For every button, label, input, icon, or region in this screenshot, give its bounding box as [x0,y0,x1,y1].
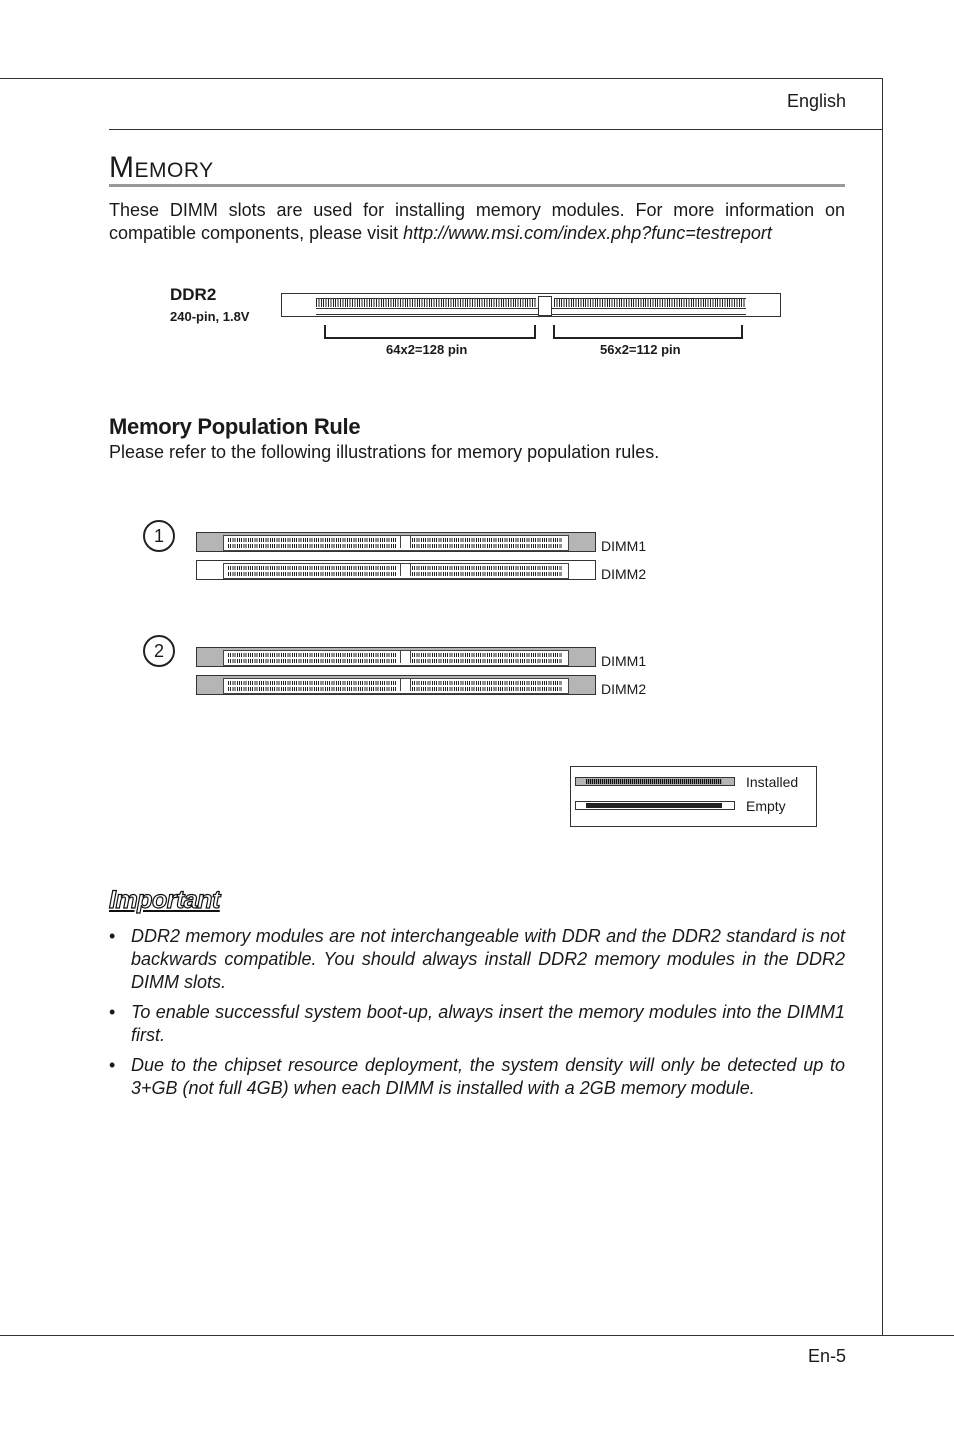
ddr-spec: 240-pin, 1.8V [170,309,250,324]
config-1-dimm1-label: DIMM1 [601,538,647,554]
ddr-left-brace [324,325,536,339]
module-strip [223,563,569,579]
important-item-text: To enable successful system boot-up, always insert the memory modules into the [131,1002,787,1022]
section-intro-text: These DIMM slots are used for installing memory modules. For more information on compatible components, please visit [109,200,845,243]
module-notch [400,536,411,548]
config-1-dimm2-slot [196,560,596,580]
important-item-text: Due to the chipset resource deployment, the system density will only be detected up to 3+GB (not full 4GB) when each DIMM is installed with a 2GB memory module. [131,1055,845,1098]
module-notch [400,564,411,576]
legend-installed-label: Installed [746,774,799,790]
config-2-dimm2-slot [196,675,596,695]
module-notch [400,679,411,691]
ddr-pins-left [316,298,536,307]
ddr-left-pin-count: 64x2=128 pin [386,342,468,357]
config-2-dimm1-label: DIMM1 [601,653,647,669]
important-item [109,1001,845,1047]
ddr-right-pin-count: 56x2=112 pin [600,342,681,357]
ddr-label: DDR2 [170,285,217,304]
section-title-rest: EMORY [134,159,214,182]
legend-installed-swatch [575,777,735,786]
important-item-text-end: . [160,1025,166,1045]
header-language: English [786,91,846,111]
legend-empty-swatch [575,801,735,810]
bullet-dot: • [109,1002,116,1022]
important-item [109,1054,845,1100]
config-2-dimm2-label: DIMM2 [601,681,647,697]
bullet-dot: • [109,926,116,946]
config-2-number: 2 [143,635,175,667]
page-number: En-5 [807,1346,846,1366]
ddr2-slot-diagram [281,293,781,317]
config-1-number: 1 [143,520,175,552]
section-title [109,151,214,185]
ddr-right-brace [553,325,743,339]
config-1-dimm1-slot [196,532,596,552]
module-strip [223,650,569,666]
section-rule [109,184,845,187]
population-intro: Please refer to the following illustrations for memory population rules. [109,442,660,462]
bottom-rule [0,1335,954,1336]
config-1-dimm2-label: DIMM2 [601,566,647,582]
section-intro [109,199,845,245]
section-title-initial: M [109,151,135,184]
bullet-dot: • [109,1055,116,1075]
header-rule [109,129,883,130]
ddr-pin-row [316,308,746,315]
important-list [109,925,845,1107]
module-strip [223,678,569,694]
important-item [109,925,845,994]
legend-box [570,766,817,827]
important-item-emphasis: DIMM1 first [131,1002,845,1045]
module-notch [400,651,411,663]
module-strip [223,535,569,551]
population-heading: Memory Population Rule [109,414,361,439]
top-rule [0,78,883,79]
ddr-key-notch [538,296,552,316]
config-2-dimm1-slot [196,647,596,667]
testreport-link[interactable]: http://www.msi.com/index.php?func=testreport [403,223,772,243]
legend-empty-label: Empty [746,798,786,814]
important-item-text: DDR2 memory modules are not interchangeable with DDR and the DDR2 standard is not backwards compatible. You should always install DDR2 memory modules in the DDR2 DIMM slots. [131,926,845,992]
ddr-pins-right [554,298,746,307]
right-border [882,78,883,1336]
important-title: Important [109,886,220,914]
